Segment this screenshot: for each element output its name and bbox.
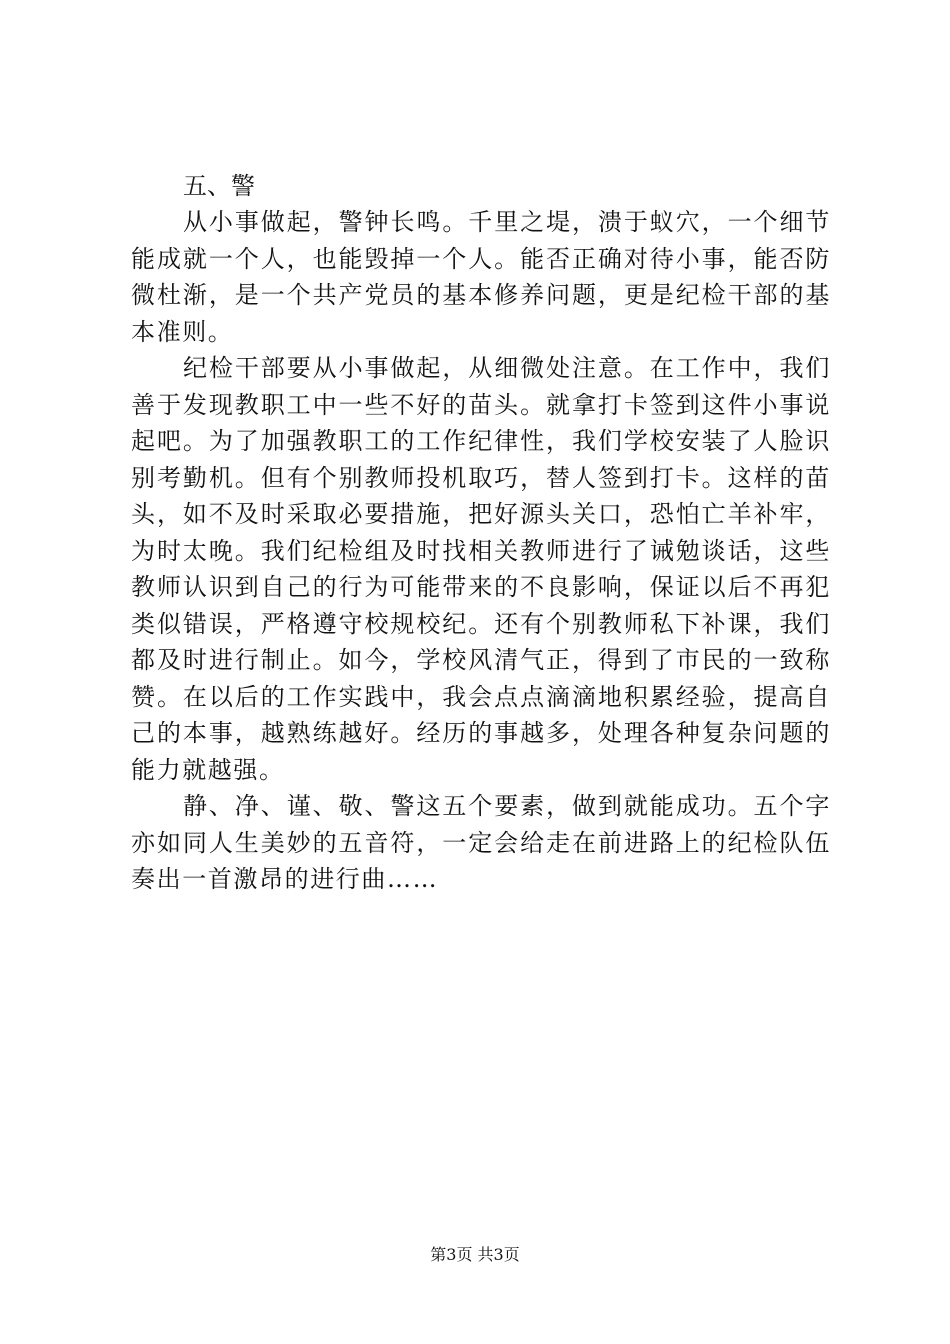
section-heading: 五、警: [183, 172, 255, 200]
paragraph-conclusion: 静、净、谨、敬、警这五个要素，做到就能成功。五个字亦如同人生美妙的五音符，一定会给走在前进路上的纪检队伍奏出一首激昂的进行曲……: [131, 792, 831, 893]
paragraph-work-example: 纪检干部要从小事做起，从细微处注意。在工作中，我们善于发现教职工中一些不好的苗头。就拿打卡签到这件小事说起吧。为了加强教职工的工作纪律性，我们学校安装了人脸识别考勤机。但有个别教师投机取巧，替人签到打卡。这样的苗头，如不及时采取必要措施，把好源头关口，恐怕亡羊补牢，为时太晚。我们纪检组及时找相关教师进行了诫勉谈话，这些教师认识到自己的行为可能带来的不良影响，保证以后不再犯类似错误，严格遵守校规校纪。还有个别教师私下补课，我们都及时进行制止。如今，学校风清气正，得到了市民的一致称赞。在以后的工作实践中，我会点点滴滴地积累经验，提高自己的本事，越熟练越好。经历的事越多，处理各种复杂问题的能力就越强。: [131, 354, 831, 784]
document-body: [131, 168, 831, 898]
paragraph-small-things: 从小事做起，警钟长鸣。千里之堤，溃于蚁穴，一个细节能成就一个人，也能毁掉一个人。能否正确对待小事，能否防微杜渐，是一个共产党员的基本修养问题，更是纪检干部的基本准则。: [131, 208, 831, 346]
page-footer: 第3页 共3页: [430, 1245, 520, 1264]
